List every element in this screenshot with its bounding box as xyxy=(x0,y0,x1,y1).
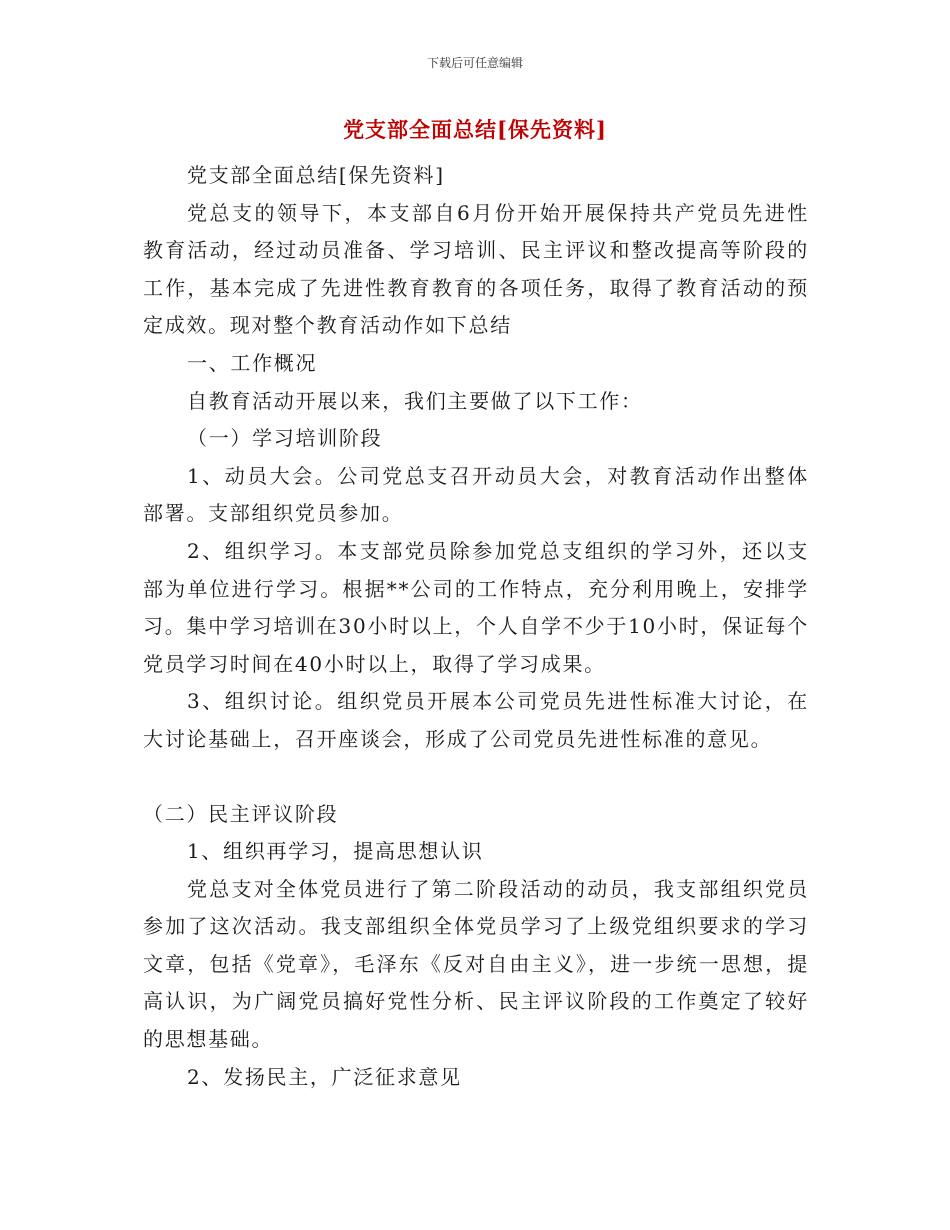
paragraph-item-2: 2、组织学习。本支部党员除参加党总支组织的学习外，还以支部为单位进行学习。根据**公司的工作特点，充分利用晚上，安排学习。集中学习培训在30小时以上，个人自学不少于10小时，保证每个党员学习时间在40小时以上，取得了学习成果。 xyxy=(143,538,809,676)
paragraph-intro: 党总支的领导下，本支部自6月份开始开展保持共产党员先进性教育活动，经过动员准备、学习培训、民主评议和整改提高等阶段的工作，基本完成了先进性教育教育的各项任务，取得了教育活动的预定成效。现对整个教育活动作如下总结 xyxy=(143,200,809,338)
document-body xyxy=(143,157,809,1096)
paragraph-step-2-heading: 2、发扬民主，广泛征求意见 xyxy=(187,1064,462,1089)
paragraph-subtitle: 党支部全面总结[保先资料] xyxy=(187,163,445,187)
subsection-heading-study: （一）学习培训阶段 xyxy=(187,426,383,451)
paragraph-gap xyxy=(143,759,809,796)
paragraph-step-1-body: 党总支对全体党员进行了第二阶段活动的动员，我支部组织党员参加了这次活动。我支部组织全体党员学习了上级党组织要求的学习文章，包括《党章》，毛泽东《反对自由主义》，进一步统一思想，提高认识，为广阔党员搞好党性分析、民主评议阶段的工作奠定了较好的思想基础。 xyxy=(143,876,809,1052)
paragraph-item-1: 1、动员大会。公司党总支召开动员大会，对教育活动作出整体部署。支部组织党员参加。 xyxy=(143,463,809,526)
paragraph-item-3: 3、组织讨论。组织党员开展本公司党员先进性标准大讨论，在大讨论基础上，召开座谈会，形成了公司党员先进性标准的意见。 xyxy=(143,689,809,751)
document-title: 党支部全面总结[保先资料] xyxy=(343,117,607,142)
paragraph-step-1-heading: 1、组织再学习，提高思想认识 xyxy=(187,839,484,864)
paragraph-work-intro: 自教育活动开展以来，我们主要做了以下工作： xyxy=(187,388,643,413)
section-heading-overview: 一、工作概况 xyxy=(187,350,318,375)
subsection-heading-evaluation: （二）民主评议阶段 xyxy=(143,801,339,826)
header-note: 下载后可任意编辑 xyxy=(426,56,523,70)
